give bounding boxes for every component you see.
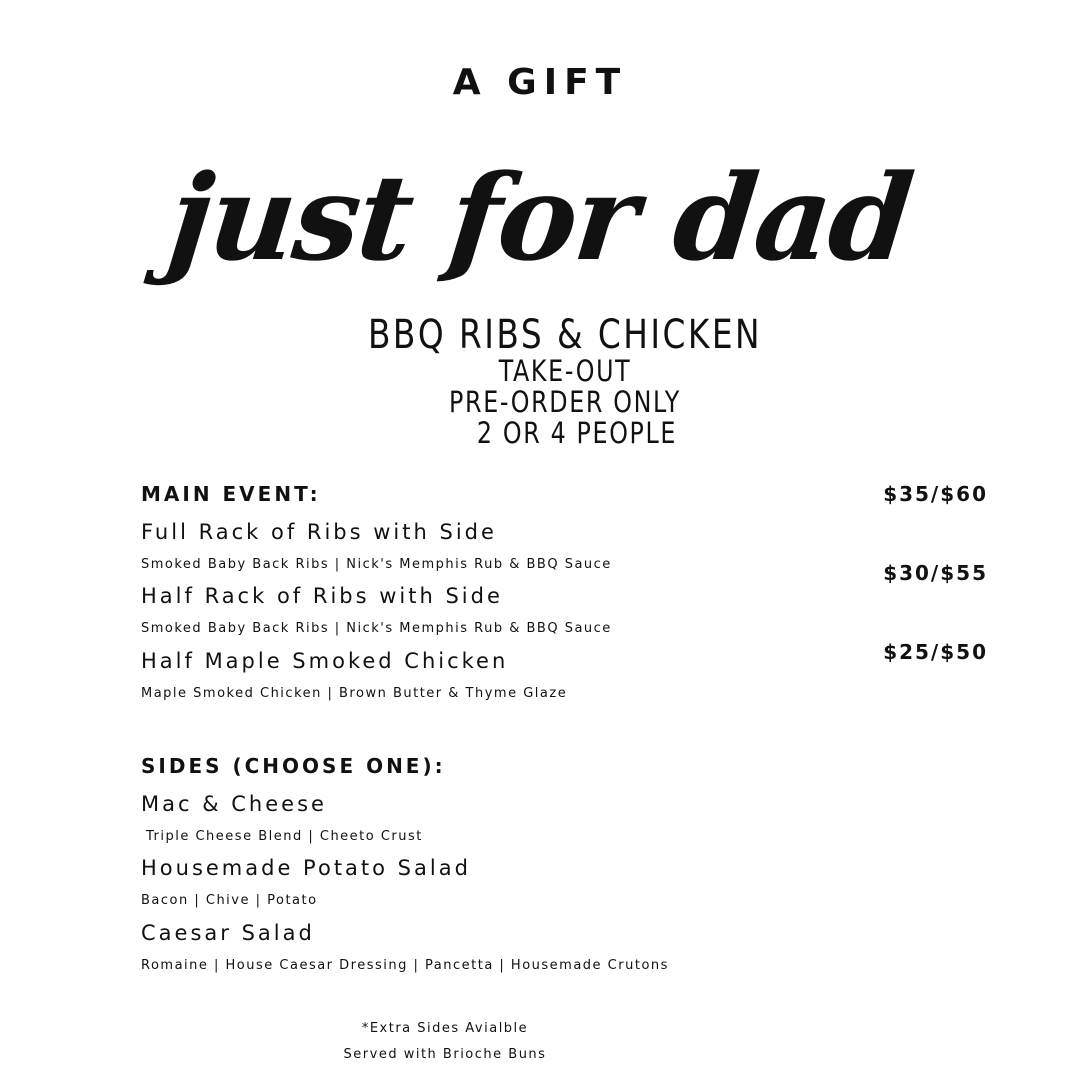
subtitle-people: 2 OR 4 PEOPLE	[476, 416, 678, 450]
item-name-caesar-salad: Caesar Salad	[141, 921, 315, 945]
subtitle-preorder: PRE-ORDER ONLY	[449, 385, 681, 419]
item-name-half-chicken: Half Maple Smoked Chicken	[141, 649, 509, 673]
item-desc-half-chicken: Maple Smoked Chicken | Brown Butter & Thyme Glaze	[141, 686, 568, 701]
item-name-half-rack: Half Rack of Ribs with Side	[141, 584, 503, 608]
pre-title: A GIFT	[452, 62, 628, 103]
main-event-heading: MAIN EVENT:	[141, 482, 321, 506]
item-name-full-rack: Full Rack of Ribs with Side	[141, 520, 497, 544]
item-name-potato-salad: Housemade Potato Salad	[141, 856, 471, 880]
sides-heading: SIDES (CHOOSE ONE):	[141, 754, 446, 778]
item-desc-full-rack: Smoked Baby Back Ribs | Nick's Memphis Rub & BBQ Sauce	[141, 557, 612, 572]
subtitle-takeout: TAKE-OUT	[498, 354, 632, 388]
footnote-brioche-buns: Served with Brioche Buns	[343, 1047, 547, 1062]
script-title: just for dad	[162, 148, 918, 287]
item-desc-half-rack: Smoked Baby Back Ribs | Nick's Memphis Rub & BBQ Sauce	[141, 621, 612, 636]
footnote-extra-sides: *Extra Sides Avialble	[361, 1021, 529, 1036]
price-half-rack: $30/$55	[883, 561, 988, 585]
item-desc-mac-cheese: Triple Cheese Blend | Cheeto Crust	[146, 829, 423, 844]
item-desc-potato-salad: Bacon | Chive | Potato	[141, 893, 318, 908]
event-title: BBQ RIBS & CHICKEN	[367, 312, 763, 358]
item-name-mac-cheese: Mac & Cheese	[141, 792, 327, 816]
price-full-rack: $35/$60	[883, 482, 988, 506]
price-half-chicken: $25/$50	[883, 640, 988, 664]
item-desc-caesar-salad: Romaine | House Caesar Dressing | Pancetta | Housemade Crutons	[141, 958, 669, 973]
